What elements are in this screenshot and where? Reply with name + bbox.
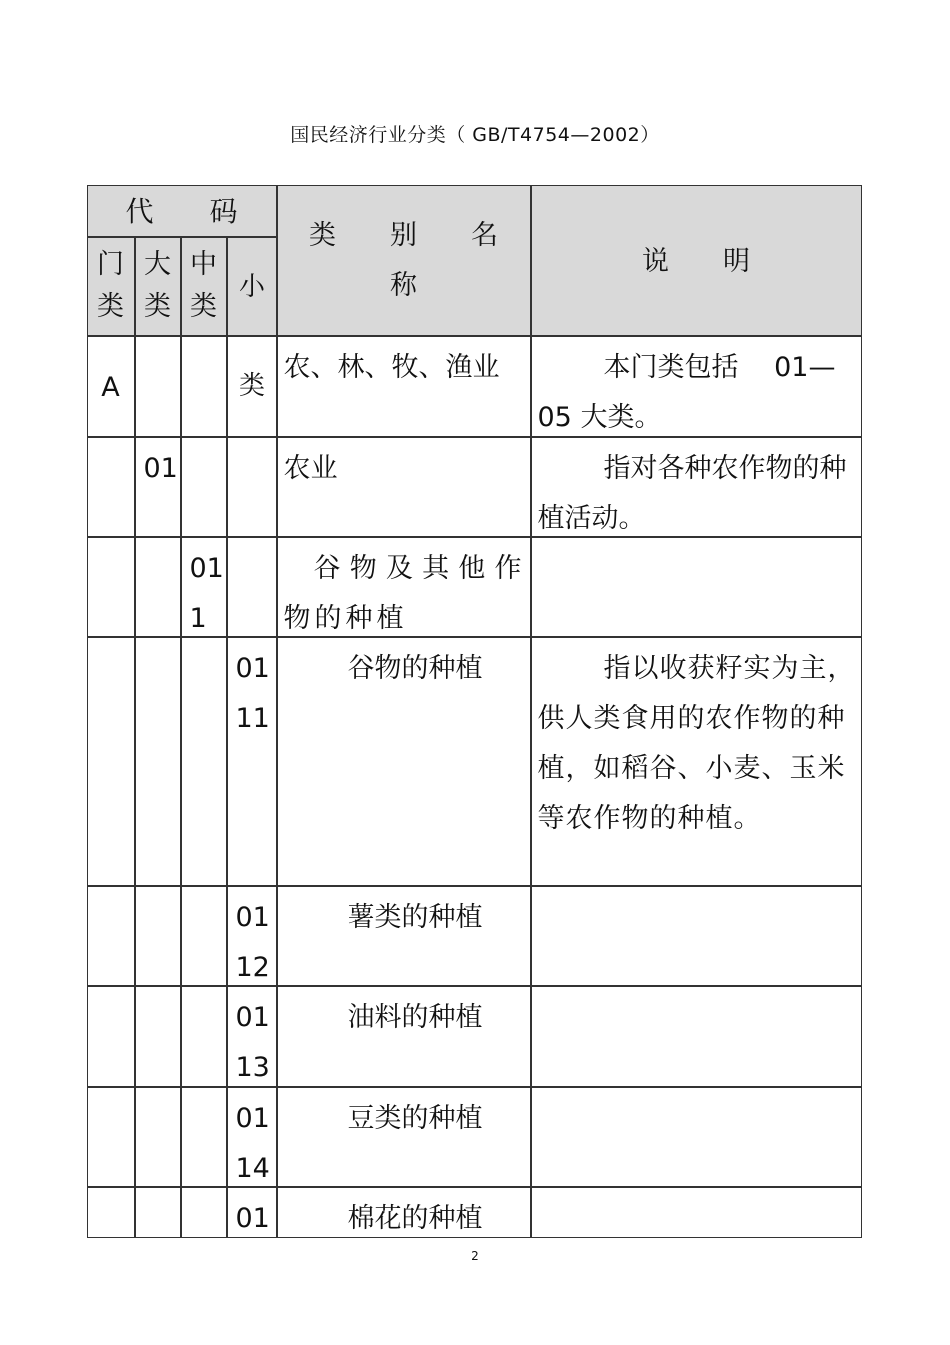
cell-men [87,1187,135,1238]
cell-name: 棉花的种植 [277,1187,531,1238]
cell-zhong [181,1087,227,1187]
cell-zhong [181,886,227,986]
header-da: 大 类 [135,237,181,336]
cell-da: 01 [135,437,181,537]
header-men: 门 类 [87,237,135,336]
cell-name: 谷物及其他作物的种植 [277,537,531,637]
header-zhong: 中 类 [181,237,227,336]
cell-xiao [227,336,277,437]
cell-xiao: 01 14 [227,1087,277,1187]
header-xiao: 小类 [227,237,277,336]
cell-note: 本门类包括 01—05 大类。 [531,336,862,437]
cell-da [135,886,181,986]
cell-men [87,986,135,1087]
cell-zhong [181,437,227,537]
cell-da [135,336,181,437]
cell-da [135,1187,181,1238]
cell-xiao [227,537,277,637]
header-code-group: 代 码 [87,185,277,237]
cell-note [531,537,862,637]
page-title: 国民经济行业分类（ GB/T4754—2002） [290,124,660,146]
cell-men [87,1087,135,1187]
cell-xiao [227,437,277,537]
cell-zhong [181,986,227,1087]
cell-name: 油料的种植 [277,986,531,1087]
cell-xiao: 01 12 [227,886,277,986]
cell-zhong: 01 1 [181,537,227,637]
cell-note [531,986,862,1087]
cell-xiao: 01 [227,1187,277,1238]
cell-men [87,886,135,986]
industry-classification-table [87,185,862,1238]
cell-da [135,537,181,637]
cell-xiao: 01 13 [227,986,277,1087]
cell-note [531,1087,862,1187]
cell-note: 指以收获籽实为主，供人类食用的农作物的种植，如稻谷、小麦、玉米等农作物的种植。 [531,637,862,886]
cell-zhong [181,1187,227,1238]
cell-men: A [87,336,135,437]
cell-men [87,637,135,886]
cell-da [135,637,181,886]
cell-men [87,437,135,537]
header-note: 说 明 [531,185,862,336]
cell-da [135,1087,181,1187]
cell-name: 农、林、牧、渔业 [277,336,531,437]
cell-zhong [181,336,227,437]
cell-name: 农业 [277,437,531,537]
cell-da [135,986,181,1087]
page-number: 2 [471,1249,479,1263]
cell-zhong [181,637,227,886]
header-name: 类 别 名 称 [277,185,531,336]
cell-name: 谷物的种植 [277,637,531,886]
cell-name: 豆类的种植 [277,1087,531,1187]
cell-note [531,886,862,986]
cell-men [87,537,135,637]
cell-note: 指对各种农作物的种植活动。 [531,437,862,537]
cell-note [531,1187,862,1238]
cell-xiao: 01 11 [227,637,277,886]
cell-name: 薯类的种植 [277,886,531,986]
